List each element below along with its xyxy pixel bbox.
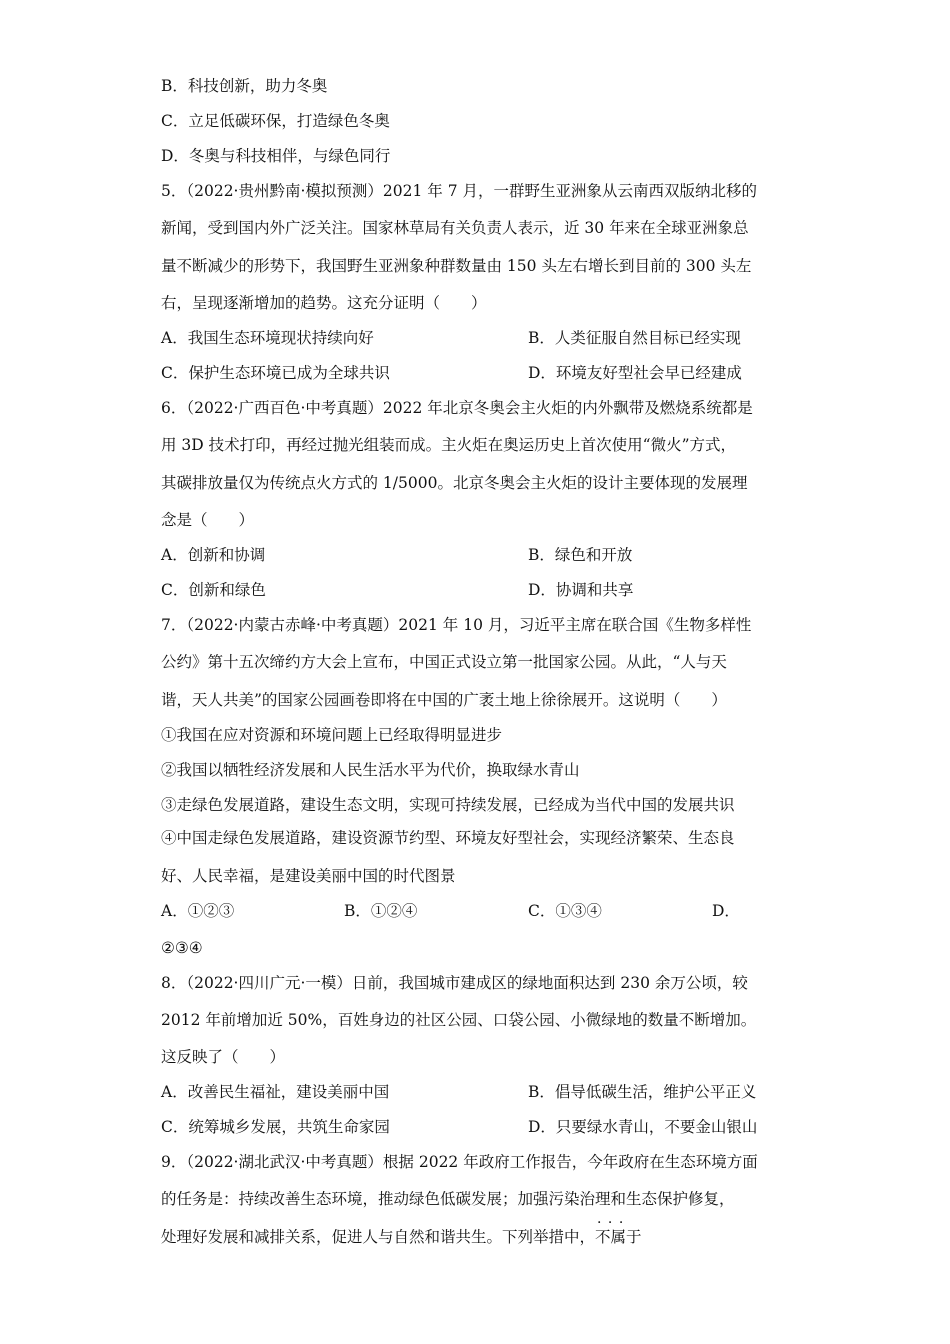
q7-stem-line-3: 谐，天人共美”的国家公园画卷即将在中国的广袤土地上徐徐展开。这说明（ ） bbox=[161, 691, 727, 709]
q9-stem-line-1: 9．（2022·湖北武汉·中考真题）根据 2022 年政府工作报告，今年政府在生态环境方面 bbox=[161, 1153, 758, 1171]
q7-option-b: B．①②④ bbox=[344, 902, 418, 920]
q5-option-d: D．环境友好型社会早已经建成 bbox=[528, 364, 742, 382]
q7-stem-line-1: 7．（2022·内蒙古赤峰·中考真题）2021 年 10 月，习近平主席在联合国《生物多样性 bbox=[161, 616, 752, 634]
q7-option-c: C．①③④ bbox=[528, 902, 602, 920]
q7-statement-2: ②我国以牺牲经济发展和人民生活水平为代价，换取绿水青山 bbox=[161, 761, 580, 779]
q7-statement-1: ①我国在应对资源和环境问题上已经取得明显进步 bbox=[161, 726, 503, 744]
q8-option-a: A．改善民生福祉，建设美丽中国 bbox=[161, 1083, 390, 1101]
q8-option-b: B．倡导低碳生活，维护公平正义 bbox=[528, 1083, 757, 1101]
q5-stem-line-4: 右，呈现逐渐增加的趋势。这充分证明（ ） bbox=[161, 294, 487, 312]
q9-stem-line-2: 的任务是：持续改善生态环境，推动绿色低碳发展；加强污染治理和生态保护修复， bbox=[161, 1190, 735, 1208]
prev-option-b: B．科技创新，助力冬奥 bbox=[161, 77, 328, 95]
q7-option-d: D． bbox=[712, 902, 740, 920]
q5-stem-line-1: 5．（2022·贵州黔南·模拟预测）2021 年 7 月，一群野生亚洲象从云南西双版纳北移的 bbox=[161, 182, 758, 200]
prev-option-d: D．冬奥与科技相伴，与绿色同行 bbox=[161, 147, 391, 165]
q7-option-a: A．①②③ bbox=[161, 902, 235, 920]
prev-option-c: C．立足低碳环保，打造绿色冬奥 bbox=[161, 112, 390, 130]
q7-statement-4-line-1: ④中国走绿色发展道路，建设资源节约型、环境友好型社会，实现经济繁荣、生态良 bbox=[161, 829, 735, 847]
q7-statement-4-line-2: 好、人民幸福，是建设美丽中国的时代图景 bbox=[161, 867, 456, 885]
q9-stem-line-3 bbox=[161, 1226, 642, 1248]
q6-option-b: B．绿色和开放 bbox=[528, 546, 633, 564]
q8-option-d: D．只要绿水青山，不要金山银山 bbox=[528, 1118, 758, 1136]
emphasis-not-belong: · · · 不属于 bbox=[595, 1226, 642, 1248]
q6-option-d: D．协调和共享 bbox=[528, 581, 634, 599]
q6-stem-line-4: 念是（ ） bbox=[161, 511, 255, 529]
q6-stem-line-3: 其碳排放量仅为传统点火方式的 1/5000。北京冬奥会主火炬的设计主要体现的发展理 bbox=[161, 474, 748, 492]
q8-option-c: C．统筹城乡发展，共筑生命家园 bbox=[161, 1118, 390, 1136]
q5-option-b: B．人类征服自然目标已经实现 bbox=[528, 329, 741, 347]
q8-stem-line-2: 2012 年前增加近 50%，百姓身边的社区公园、口袋公园、小微绿地的数量不断增加。 bbox=[161, 1011, 757, 1029]
q6-stem-line-1: 6．（2022·广西百色·中考真题）2022 年北京冬奥会主火炬的内外飘带及燃烧系统都是 bbox=[161, 399, 753, 417]
q5-option-a: A．我国生态环境现状持续向好 bbox=[161, 329, 374, 347]
q7-statement-3: ③走绿色发展道路，建设生态文明，实现可持续发展，已经成为当代中国的发展共识 bbox=[161, 796, 735, 814]
q7-option-d-content: ②③④ bbox=[161, 939, 203, 957]
q5-option-c: C．保护生态环境已成为全球共识 bbox=[161, 364, 390, 382]
q8-stem-line-1: 8．（2022·四川广元·一模）日前，我国城市建成区的绿地面积达到 230 余万公顷，较 bbox=[161, 974, 748, 992]
q6-option-c: C．创新和绿色 bbox=[161, 581, 266, 599]
q6-option-a: A．创新和协调 bbox=[161, 546, 266, 564]
q7-stem-line-2: 公约》第十五次缔约方大会上宣布，中国正式设立第一批国家公园。从此，“人与天 bbox=[161, 653, 727, 671]
q8-stem-line-3: 这反映了（ ） bbox=[161, 1048, 286, 1066]
q6-stem-line-2: 用 3D 技术打印，再经过抛光组装而成。主火炬在奥运历史上首次使用“微火”方式， bbox=[161, 436, 736, 454]
q9-stem-line-3-text: 处理好发展和减排关系，促进人与自然和谐共生。下列举措中， bbox=[161, 1228, 596, 1246]
q5-stem-line-2: 新闻，受到国内外广泛关注。国家林草局有关负责人表示，近 30 年来在全球亚洲象总 bbox=[161, 219, 749, 237]
q5-stem-line-3: 量不断减少的形势下，我国野生亚洲象种群数量由 150 头左右增长到目前的 300 头左 bbox=[161, 257, 752, 275]
